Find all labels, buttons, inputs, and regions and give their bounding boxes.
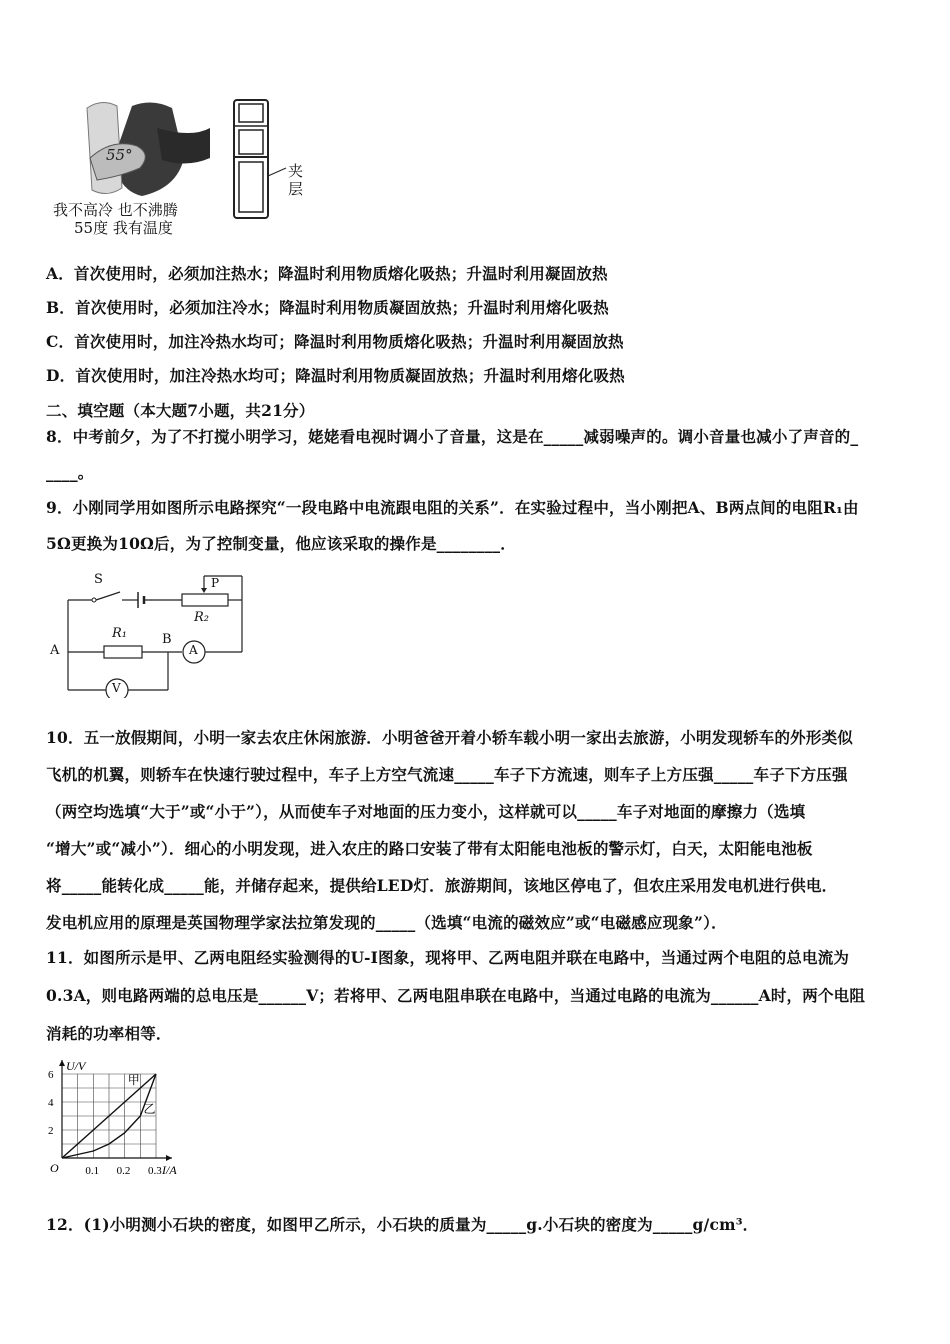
label-r2: R₂ <box>194 610 209 625</box>
q11-line3: 消耗的功率相等． <box>46 1024 172 1043</box>
thermos-caption-line1: 我不高冷 也不沸腾 <box>53 201 178 219</box>
q9-line2: 5Ω更换为10Ω后，为了控制变量，他应该采取的操作是________． <box>46 534 516 553</box>
q12-line1: 12．(1)小明测小石块的密度，如图甲乙所示，小石块的质量为_____g.小石块的密度为_____g/cm³． <box>46 1215 759 1234</box>
q7-option-c: C．首次使用时，加注冷热水均可；降温时利用物质熔化吸热；升温时利用凝固放热 <box>46 332 624 351</box>
series-label-yi: 乙 <box>143 1102 156 1117</box>
thermos-hand-illustration <box>62 98 212 203</box>
cup-cross-section <box>230 96 320 222</box>
label-r1: R₁ <box>112 626 127 641</box>
x-tick-label: 0.2 <box>116 1165 131 1177</box>
q7-option-b: B．首次使用时，必须加注冷水；降温时利用物质凝固放热；升温时利用熔化吸热 <box>46 298 609 317</box>
switch-blade <box>96 592 120 600</box>
q11-line2: 0.3A，则电路两端的总电压是______V；若将甲、乙两电阻串联在电路中，当通过电路的电流为______A时，两个电阻 <box>46 986 866 1005</box>
circuit-diagram <box>44 570 254 698</box>
y-axis-label: U/V <box>66 1059 86 1073</box>
section2-title: 二、填空题（本大题7小题，共21分） <box>46 401 315 420</box>
ammeter-label: A <box>189 643 198 657</box>
q10-line4: “增大”或“减小”）．细心的小明发现，进入农庄的路口安装了带有太阳能电池板的警示灯，白天，太阳能电池板 <box>46 839 813 858</box>
resistor-r1 <box>104 646 142 658</box>
ui-chart-svg <box>40 1050 200 1180</box>
label-a: A <box>50 643 60 658</box>
cup-temperature-mark: 55° <box>106 146 133 164</box>
circuit-svg <box>44 570 254 698</box>
q10-line6: 发电机应用的原理是英国物理学家法拉第发现的_____（选填“电流的磁效应”或“电磁感应现象”）． <box>46 913 727 932</box>
label-ceng: 层 <box>288 180 304 198</box>
q10-line5: 将_____能转化成_____能，并储存起来，提供给LED灯．旅游期间，该地区停电了，但农庄采用发电机进行供电． <box>46 876 838 895</box>
label-p: P <box>211 576 220 590</box>
y-axis-arrow <box>59 1060 65 1066</box>
q7-option-d: D．首次使用时，加注冷热水均可；降温时利用物质凝固放热；升温时利用熔化吸热 <box>46 366 625 385</box>
q7-option-a: A．首次使用时，必须加注热水；降温时利用物质熔化吸热；升温时利用凝固放热 <box>46 264 608 283</box>
q10-line3: （两空均选填“大于”或“小于”），从而使车子对地面的压力变小，这样就可以_____车子对地面的摩擦力（选填 <box>46 802 806 821</box>
q11-line1: 11．如图所示是甲、乙两电阻经实验测得的U-I图象，现将甲、乙两电阻并联在电路中，当通过两个电阻的总电流为 <box>46 948 850 967</box>
x-tick-label: 0.1 <box>85 1165 100 1177</box>
label-s: S <box>94 572 103 587</box>
label-jia: 夹 <box>288 162 304 180</box>
q8-line1: 8．中考前夕，为了不打搅小明学习，姥姥看电视时调小了音量，这是在_____减弱噪声的。调小音量也减小了声音的_ <box>46 427 859 446</box>
x-axis-label: I/A <box>162 1163 177 1177</box>
x-tick-label: 0.3 <box>148 1165 162 1177</box>
series-label-jia: 甲 <box>127 1072 140 1087</box>
rheostat-r2 <box>182 594 228 606</box>
y-tick-label: 4 <box>48 1097 54 1109</box>
thermos-caption-line2: 55度 我有温度 <box>74 219 173 237</box>
cup-diagram <box>230 96 320 222</box>
q9-line1: 9．小刚同学用如图所示电路探究“一段电路中电流跟电阻的关系”．在实验过程中，当小刚把A、B两点间的电阻R₁由 <box>46 498 859 517</box>
thermos-photo <box>62 98 212 203</box>
q10-line1: 10．五一放假期间，小明一家去农庄休闲旅游．小明爸爸开着小轿车载小明一家出去旅游，小明发现轿车的外形类似 <box>46 728 853 747</box>
voltmeter-label: V <box>112 681 121 695</box>
label-b: B <box>162 632 172 647</box>
y-tick-label: 2 <box>48 1125 54 1137</box>
y-tick-label: 6 <box>48 1069 54 1081</box>
q10-line2: 飞机的机翼，则轿车在快速行驶过程中，车子上方空气流速_____车子下方流速，则车子上方压强_____车子下方压强 <box>46 765 848 784</box>
x-axis-arrow <box>166 1155 172 1161</box>
origin-label: O <box>50 1161 59 1175</box>
ui-chart <box>40 1050 200 1180</box>
q8-line2: ____。 <box>46 463 94 482</box>
